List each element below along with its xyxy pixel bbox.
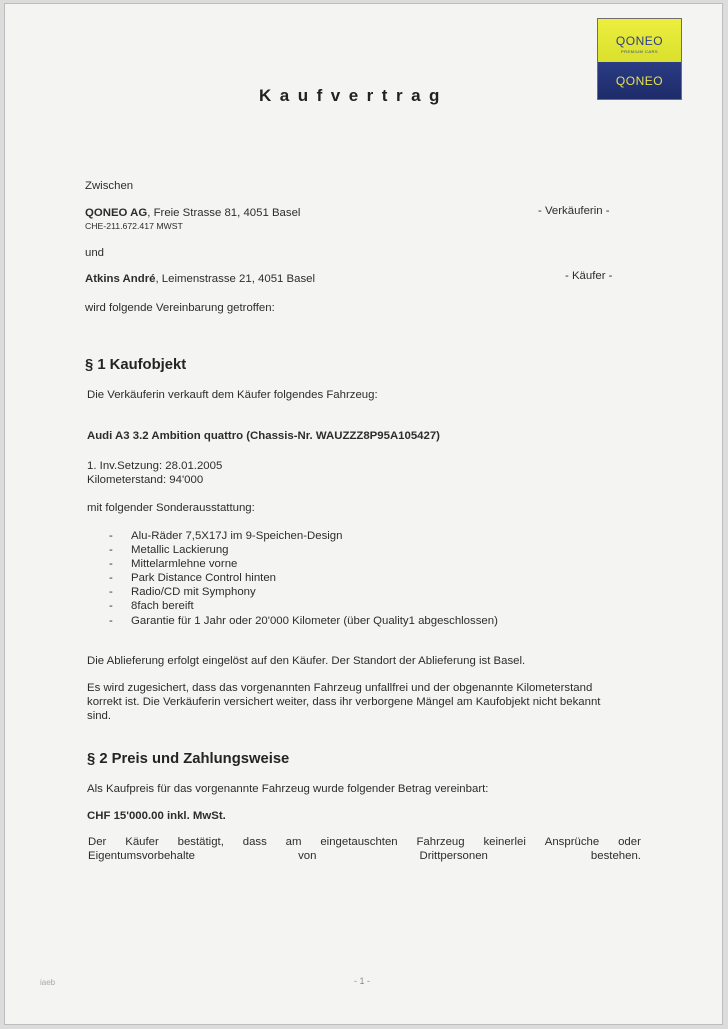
section2-heading: § 2 Preis und Zahlungsweise bbox=[87, 751, 290, 767]
section2-intro: Als Kaufpreis für das vorgenannte Fahrzeug wurde folgender Betrag vereinbart: bbox=[87, 783, 489, 795]
seller-role: - Verkäuferin - bbox=[538, 205, 610, 217]
confirmation-paragraph bbox=[88, 835, 641, 863]
mileage: Kilometerstand: 94'000 bbox=[87, 474, 204, 486]
equipment-list bbox=[109, 529, 498, 628]
delivery-text: Die Ablieferung erfolgt eingelöst auf den Käufer. Der Standort der Ablieferung ist Basel. bbox=[87, 655, 526, 667]
list-item: - Radio/CD mit Symphony bbox=[109, 586, 256, 599]
registration-date: 1. Inv.Setzung: 28.01.2005 bbox=[87, 460, 223, 472]
assurance-line-2: korrekt ist. Die Verkäuferin versichert weiter, dass ihr verborgene Mängel am Kaufobjekt nicht bekannt bbox=[87, 696, 601, 708]
seller-address: , Freie Strasse 81, 4051 Basel bbox=[147, 207, 301, 219]
conjunction-text: und bbox=[85, 247, 105, 259]
seller-vat: CHE-211.672.417 MWST bbox=[85, 221, 183, 231]
seller-name: QONEO AG bbox=[85, 207, 148, 219]
assurance-line-1: Es wird zugesichert, dass das vorgenannten Fahrzeug unfallfrei und der obgenannte Kilometerstand bbox=[87, 682, 593, 694]
buyer-role: - Käufer - bbox=[565, 270, 613, 282]
section1-intro: Die Verkäuferin verkauft dem Käufer folgendes Fahrzeug: bbox=[87, 389, 378, 401]
document-page bbox=[4, 3, 723, 1025]
list-item: - Mittelarmlehne vorne bbox=[109, 558, 238, 571]
list-item: - Alu-Räder 7,5X17J im 9-Speichen-Design bbox=[109, 530, 343, 542]
assurance-line-3: sind. bbox=[87, 710, 112, 722]
list-item: - Metallic Lackierung bbox=[109, 544, 229, 557]
vehicle-description: Audi A3 3.2 Ambition quattro (Chassis-Nr. WAUZZZ8P95A105427) bbox=[87, 430, 440, 442]
confirmation-line-1: Der Käufer bestätigt, dass am eingetauschten Fahrzeug keinerlei Ansprüche oder bbox=[88, 836, 641, 848]
company-logo bbox=[597, 18, 682, 100]
confirmation-line-2: Eigentumsvorbehalte von Drittpersonen bestehen. bbox=[88, 850, 641, 862]
logo-subtext: PREMIUM CARS bbox=[620, 49, 659, 54]
list-item: - Garantie für 1 Jahr oder 20'000 Kilometer (über Quality1 abgeschlossen) bbox=[109, 614, 498, 627]
document-title: Kaufvertrag bbox=[259, 86, 448, 105]
list-item: - Park Distance Control hinten bbox=[109, 572, 276, 585]
logo-wordmark-top: QONEO bbox=[615, 34, 664, 48]
logo-wordmark-bottom: QONEO bbox=[615, 74, 664, 88]
buyer-line bbox=[85, 272, 315, 286]
section1-heading: § 1 Kaufobjekt bbox=[85, 357, 187, 373]
price-text: CHF 15'000.00 inkl. MwSt. bbox=[87, 810, 226, 822]
agreement-text: wird folgende Vereinbarung getroffen: bbox=[85, 302, 275, 314]
buyer-name: Atkins André bbox=[85, 273, 156, 285]
page-number: - 1 - bbox=[354, 976, 371, 986]
equipment-intro: mit folgender Sonderausstattung: bbox=[87, 502, 255, 514]
list-item: - 8fach bereift bbox=[109, 600, 194, 613]
seller-line bbox=[85, 206, 300, 220]
intro-text: Zwischen bbox=[85, 180, 134, 192]
buyer-address: , Leimenstrasse 21, 4051 Basel bbox=[155, 273, 316, 285]
footer-initials: iaeb bbox=[40, 978, 56, 987]
